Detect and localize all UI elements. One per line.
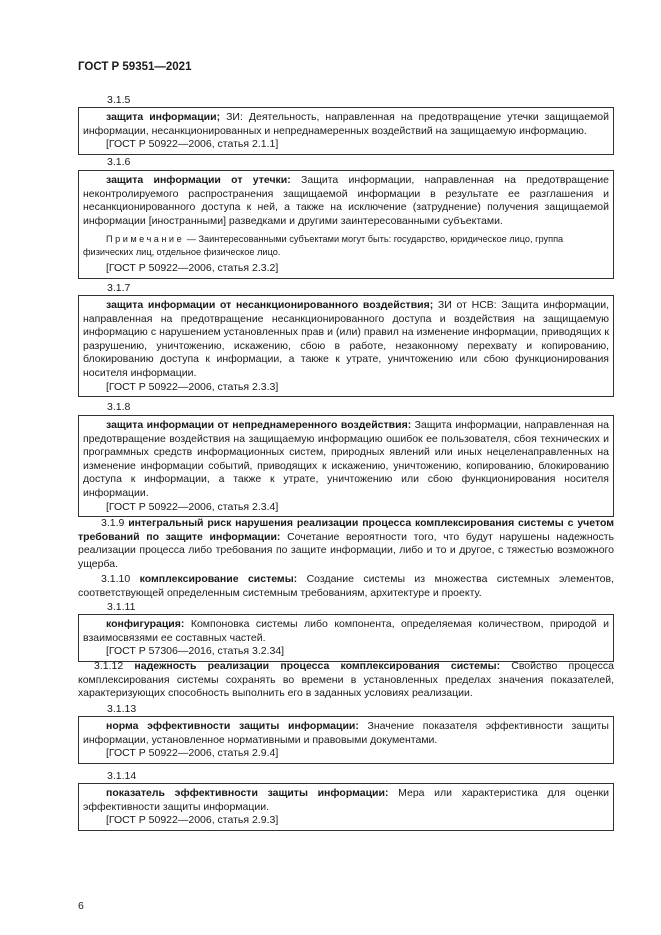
clause-number: 3.1.7 — [107, 282, 131, 294]
definition: ЗИ: Деятельность, направленная на предотвращение утечки защищаемой информации, несанкционированных и непреднамеренных воздействий на защищаемую информацию. — [83, 111, 610, 137]
term: норма эффективности защиты информации: — [106, 720, 359, 732]
term: защита информации от непреднамеренного воздействия: — [106, 419, 412, 431]
definition-text — [83, 787, 609, 814]
clause-number: 3.1.12 — [94, 660, 124, 672]
note-label: Примечание — [106, 234, 185, 245]
clause-number: 3.1.8 — [107, 401, 131, 413]
clause-number: 3.1.9 — [101, 517, 125, 529]
clause-number: 3.1.13 — [107, 703, 137, 715]
definition: Свойство процесса комплексирования системы сохранять во времени в установленных пределах значения показателей, характеризующих способность выполнить его в заданных условиях реализации. — [78, 660, 614, 700]
definition-paragraph — [78, 573, 614, 600]
source-reference: [ГОСТ Р 50922—2006, статья 2.3.3] — [106, 380, 279, 393]
term: защита информации от несанкционированного воздействия; — [106, 299, 434, 311]
definition-paragraph — [78, 517, 614, 571]
definition-box — [78, 415, 614, 517]
definition-text — [83, 174, 609, 228]
note — [83, 233, 609, 258]
definition: Защита информации, направленная на предотвращение воздействия на защищаемую информацию ошибок ее пользователя, сбоя технических и программных средств информационных систем, природных явлений или иных нецеленаправленных на изменение информации событий, приводящих к искажению, уничтожению, копированию, блокированию доступа к информации, а также к утрате, уничтожению или сбою функционирования носителя информации. — [83, 419, 609, 499]
term: интегральный риск нарушения реализации процесса комплексирования системы с учетом требований по защите информации: — [78, 517, 614, 543]
term: комплексирование системы: — [139, 573, 298, 585]
term: защита информации от утечки: — [106, 174, 291, 186]
definition: Создание системы из множества системных элементов, соответствующей определенным системным требованиям, архитектуре и проекту. — [78, 573, 614, 599]
definition-box — [78, 716, 614, 764]
definition-text — [78, 517, 614, 571]
definition-text — [78, 660, 614, 701]
source-reference: [ГОСТ Р 50922—2006, статья 2.9.3] — [106, 814, 279, 827]
definition-box — [78, 170, 614, 279]
definition-text — [83, 720, 609, 747]
clause-number: 3.1.14 — [107, 770, 137, 782]
definition-paragraph — [78, 660, 614, 701]
clause-number: 3.1.6 — [107, 156, 131, 168]
definition-box — [78, 295, 614, 397]
definition-box — [78, 783, 614, 831]
page-number: 6 — [78, 900, 84, 912]
definition-text — [83, 299, 609, 381]
definition: Защита информации, направленная на предотвращение неконтролируемого распространения защищаемой информации в результате ее разглашения и несанкционированного доступа к ней, а также на исключение (затруднение) получения защищаемой информации [иностранными] разведками и другими заинтересованными субъектами. — [83, 174, 609, 227]
definition: Компоновка системы либо компонента, определяемая количеством, природой и взаимосвязями ее составных частей. — [83, 618, 609, 644]
definition-box — [78, 614, 614, 662]
definition: Мера или характеристика для оценки эффективности защиты информации. — [83, 787, 609, 813]
clause-number: 3.1.11 — [107, 601, 136, 613]
term: защита информации; — [106, 111, 221, 123]
term: показатель эффективности защиты информации: — [106, 787, 389, 799]
source-reference: [ГОСТ Р 57306—2016, статья 3.2.34] — [106, 645, 285, 658]
source-reference: [ГОСТ Р 50922—2006, статья 2.9.4] — [106, 747, 279, 760]
definition-text — [83, 419, 609, 501]
definition: Сочетание вероятности того, что будут нарушены надежность реализации процесса либо требования по защите информации, либо и то и другое, с тяжестью возможного ущерба. — [78, 530, 614, 570]
clause-number: 3.1.5 — [107, 94, 131, 106]
definition-text — [83, 111, 609, 138]
term: надежность реализации процесса комплексирования системы: — [134, 660, 501, 672]
clause-number: 3.1.10 — [101, 573, 131, 585]
definition-box — [78, 107, 614, 155]
term: конфигурация: — [106, 618, 185, 630]
source-reference: [ГОСТ Р 50922—2006, статья 2.1.1] — [106, 138, 279, 151]
document-header: ГОСТ Р 59351—2021 — [78, 61, 192, 73]
definition: Значение показателя эффективности защиты информации, установленное нормативными и правовыми документами. — [83, 720, 609, 746]
definition-text — [78, 573, 614, 600]
note-text: — Заинтересованными субъектами могут быть: государство, юридическое лицо, группа физических лиц, отдельное физическое лицо. — [83, 234, 564, 257]
source-reference: [ГОСТ Р 50922—2006, статья 2.3.4] — [106, 500, 279, 513]
source-reference: [ГОСТ Р 50922—2006, статья 2.3.2] — [106, 262, 279, 275]
definition: ЗИ от НСВ: Защита информации, направленная на предотвращение несанкционированного доступа и воздействия на защищаемую информацию с нарушением установленных прав и (или) правил на изменение информации, приводящих к разрушению, уничтожению, искажению, сбою в работе, незаконному перехвату и копированию, блокированию доступа к информации, а также к утрате, уничтожению или сбою функционирования носителя информации. — [83, 299, 609, 379]
definition-text — [83, 618, 609, 645]
